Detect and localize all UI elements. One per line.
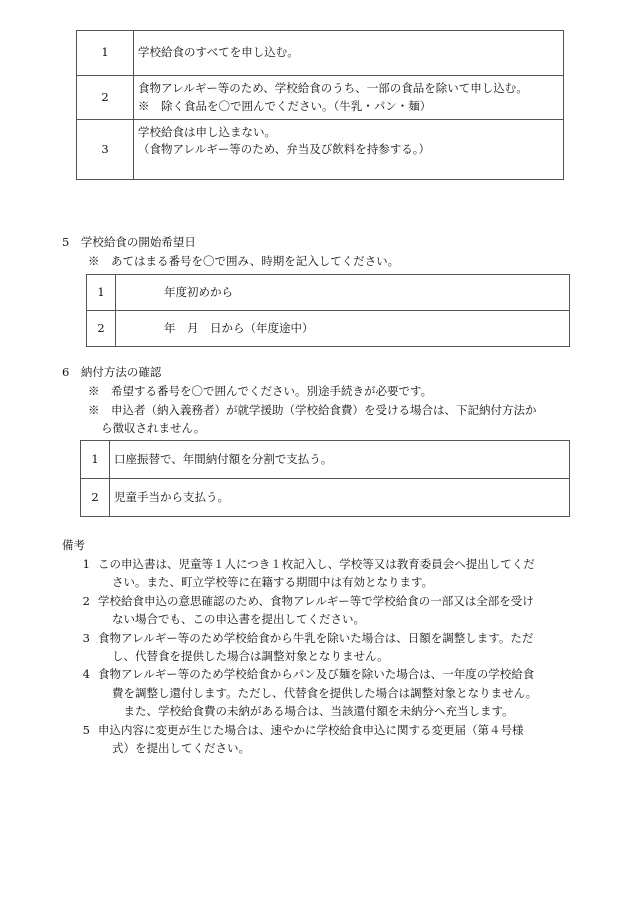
- options-table: [76, 30, 564, 180]
- option-line: 学校給食のすべてを申し込む。: [138, 45, 299, 60]
- remark-number: 2: [82, 593, 90, 608]
- remark-line: 食物アレルギー等のため学校給食から牛乳を除いた場合は、日額を調整します。ただ: [98, 630, 534, 645]
- start-date-table: [86, 274, 570, 347]
- payment-option-number: 2: [81, 479, 110, 517]
- start-option-text: 年度初めから: [116, 275, 570, 311]
- table-row: [87, 311, 570, 347]
- section6-note: ら徴収されません。: [101, 421, 206, 435]
- payment-option-text: 口座振替で、年間納付額を分割で支払う。: [110, 441, 570, 479]
- remark-line: さい。また、町立学校等に在籍する期間中は有効となります。: [112, 575, 434, 590]
- remark-number: 1: [82, 557, 90, 571]
- list-item: [60, 555, 580, 592]
- option-line: 食物アレルギー等のため、学校給食のうち、一部の食品を除いて申し込む。: [138, 81, 528, 96]
- table-row: [77, 76, 564, 120]
- remark-line: 学校給食申込の意思確認のため、食物アレルギー等で学校給食の一部又は全部を受け: [98, 593, 534, 608]
- list-item: [60, 721, 580, 758]
- option-line: 学校給食は申し込まない。: [138, 125, 276, 139]
- remarks-heading: 備考: [62, 538, 85, 552]
- table-row: [81, 441, 570, 479]
- remark-line: この申込書は、児童等１人につき１枚記入し、学校等又は教育委員会へ提出してくだ: [98, 557, 535, 571]
- remark-line: し、代替食を提供した場合は調整対象となりません。: [112, 649, 389, 664]
- option-text: [134, 76, 564, 120]
- section6-heading: 6 納付方法の確認: [62, 365, 162, 379]
- option-number: 3: [77, 120, 134, 180]
- option-text: [134, 120, 564, 180]
- remark-line: また、学校給食費の未納がある場合は、当該還付額を未納分へ充当します。: [112, 704, 514, 719]
- list-item: [60, 629, 580, 666]
- table-row: [77, 120, 564, 180]
- remark-number: 4: [82, 667, 90, 682]
- section5-heading: 5 学校給食の開始希望日: [62, 235, 196, 249]
- remark-line: 式）を提出してください。: [112, 741, 250, 756]
- option-number: 2: [77, 76, 134, 120]
- section6-note: ※ 希望する番号を〇で囲んでください。別途手続きが必要です。: [88, 384, 433, 398]
- section6-note: ※ 申込者（納入義務者）が就学援助（学校給食費）を受ける場合は、下記納付方法か: [88, 403, 537, 417]
- remark-line: 申込内容に変更が生じた場合は、速やかに学校給食申込に関する変更届（第４号様: [98, 722, 524, 737]
- option-number: 1: [77, 31, 134, 76]
- start-option-number: 2: [87, 311, 116, 347]
- list-item: [60, 665, 580, 720]
- remark-line: ない場合でも、この申込書を提出してください。: [112, 612, 365, 627]
- payment-method-table: [80, 440, 570, 517]
- remark-number: 3: [82, 630, 90, 645]
- remark-number: 5: [82, 722, 90, 737]
- start-option-text: 年 月 日から（年度途中）: [116, 311, 570, 347]
- list-item: [60, 592, 580, 629]
- table-row: [81, 479, 570, 517]
- remarks-list: [60, 555, 580, 757]
- table-row: [87, 275, 570, 311]
- option-line: ※ 除く食品を〇で囲んでください。（牛乳・パン・麺）: [138, 98, 432, 113]
- payment-option-text: 児童手当から支払う。: [110, 479, 570, 517]
- option-line: （食物アレルギー等のため、弁当及び飲料を持参する。）: [138, 142, 431, 157]
- section5-note: ※ あてはまる番号を〇で囲み、時期を記入してください。: [88, 254, 400, 268]
- option-text: [134, 31, 564, 76]
- remark-line: 食物アレルギー等のため学校給食からパン及び麺を除いた場合は、一年度の学校給食: [98, 667, 535, 682]
- payment-option-number: 1: [81, 441, 110, 479]
- remark-line: 費を調整し還付します。ただし、代替食を提供した場合は調整対象となりません。: [112, 685, 538, 700]
- start-option-number: 1: [87, 275, 116, 311]
- table-row: [77, 31, 564, 76]
